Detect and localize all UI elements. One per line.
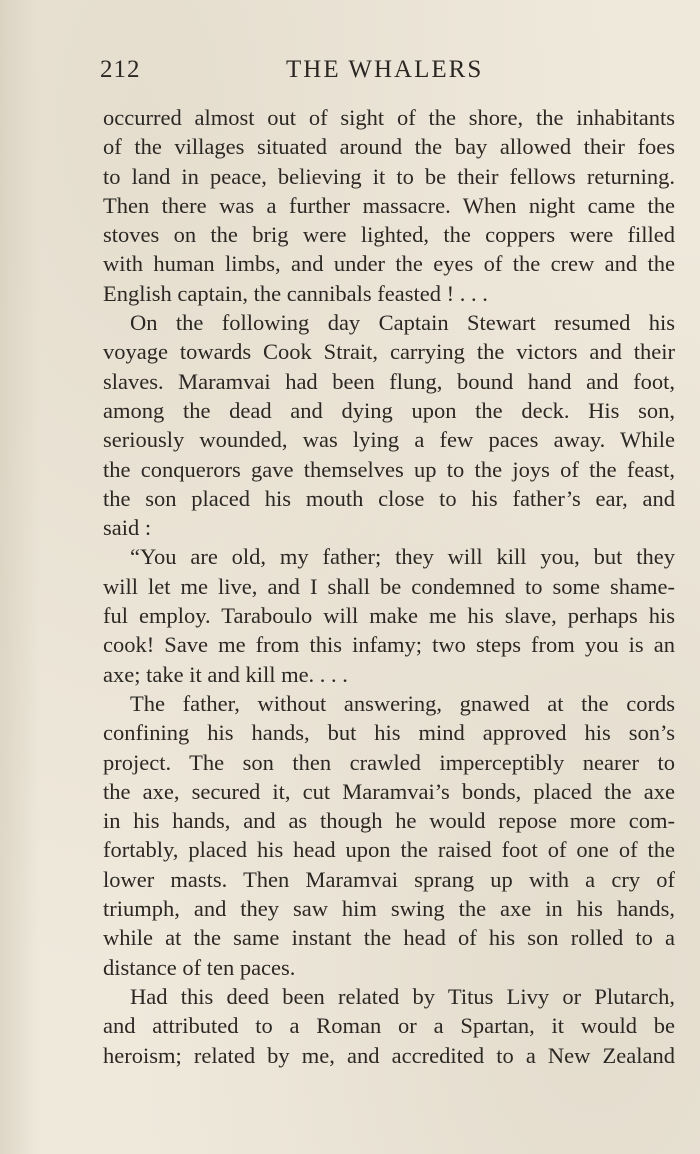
text-line: seriously wounded, was lying a few paces away. While xyxy=(103,427,675,453)
text-line: Then there was a further massacre. When night came the xyxy=(103,192,675,218)
body-text xyxy=(103,103,675,1070)
page-number: 212 xyxy=(100,56,141,83)
text-line: axe; take it and kill me. . . . xyxy=(103,661,348,687)
text-line: ful employ. Taraboulo will make me his slave, perhaps his xyxy=(103,603,675,629)
text-line: fortably, placed his head upon the raised foot of one of the xyxy=(103,837,675,863)
text-line: English captain, the cannibals feasted ! . . . xyxy=(103,280,488,306)
text-line: while at the same instant the head of his son rolled to a xyxy=(103,925,675,951)
text-line: stoves on the brig were lighted, the coppers were filled xyxy=(103,222,675,248)
text-line: On the following day Captain Stewart resumed his xyxy=(130,310,675,336)
running-head: THE WHALERS xyxy=(286,56,484,83)
text-line: with human limbs, and under the eyes of the crew and the xyxy=(103,251,675,277)
text-line: and attributed to a Roman or a Spartan, it would be xyxy=(103,1013,675,1039)
page-header xyxy=(100,56,676,92)
text-line: said : xyxy=(103,515,152,541)
text-line: “You are old, my father; they will kill you, but they xyxy=(130,544,675,570)
text-line: the conquerors gave themselves up to the joys of the feast, xyxy=(103,456,675,482)
text-line: of the villages situated around the bay allowed their foes xyxy=(103,134,675,160)
text-line: voyage towards Cook Strait, carrying the victors and their xyxy=(103,339,675,365)
text-line: slaves. Maramvai had been flung, bound hand and foot, xyxy=(103,368,675,394)
text-line: the son placed his mouth close to his father’s ear, and xyxy=(103,485,675,511)
text-line: the axe, secured it, cut Maramvai’s bonds, placed the axe xyxy=(103,778,675,804)
text-line: triumph, and they saw him swing the axe in his hands, xyxy=(103,896,675,922)
text-line: project. The son then crawled imperceptibly nearer to xyxy=(103,749,675,775)
text-line: will let me live, and I shall be condemned to some shame- xyxy=(103,573,675,599)
text-line: lower masts. Then Maramvai sprang up with a cry of xyxy=(103,866,675,892)
text-line: Had this deed been related by Titus Livy or Plutarch, xyxy=(130,983,675,1009)
text-line: The father, without answering, gnawed at the cords xyxy=(130,690,675,716)
text-line: heroism; related by me, and accredited to a New Zealand xyxy=(103,1042,675,1068)
text-line: distance of ten paces. xyxy=(103,954,296,980)
text-line: to land in peace, believing it to be their fellows returning. xyxy=(103,163,675,189)
text-line: confining his hands, but his mind approved his son’s xyxy=(103,720,675,746)
text-line: cook! Save me from this infamy; two steps from you is an xyxy=(103,632,675,658)
text-line: in his hands, and as though he would repose more com- xyxy=(103,808,675,834)
text-line: among the dead and dying upon the deck. His son, xyxy=(103,397,675,423)
text-line: occurred almost out of sight of the shore, the inhabitants xyxy=(103,105,675,130)
